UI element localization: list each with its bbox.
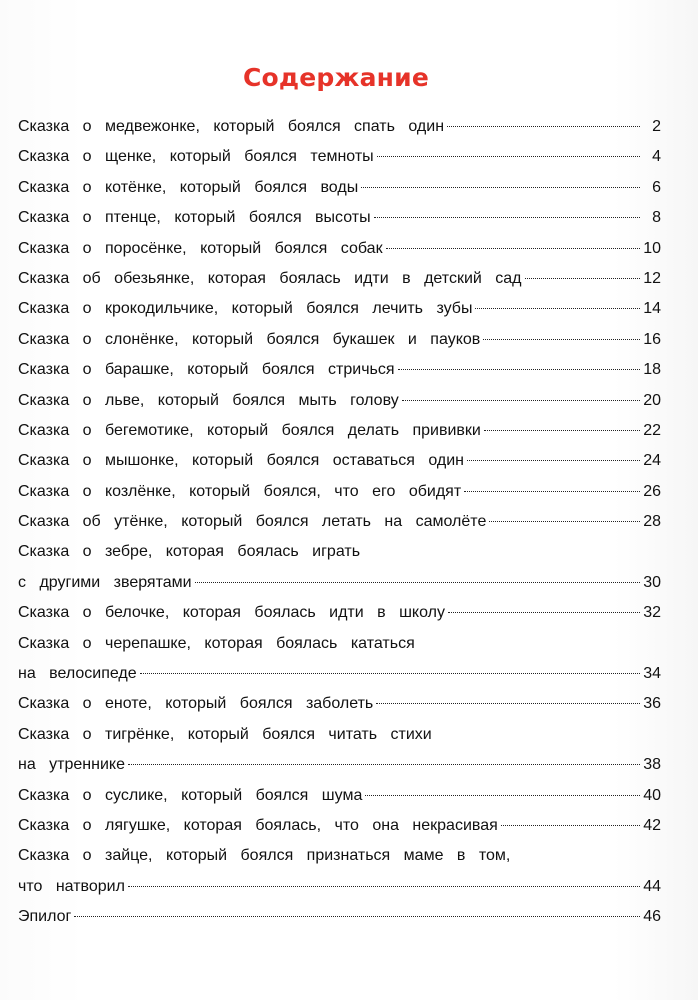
dot-leader: [140, 673, 640, 674]
toc-entry-continuation-line: [18, 872, 661, 902]
toc-page-number: 6: [652, 178, 661, 196]
toc-entry-title: Сказка о черепашке, которая боялась кататься: [18, 634, 415, 652]
toc-page-number: 8: [652, 209, 661, 227]
toc-entry-line: [18, 173, 661, 203]
toc-entry[interactable]: [18, 720, 661, 781]
toc-entry[interactable]: [18, 446, 661, 476]
dot-leader: [484, 430, 640, 431]
toc-entry[interactable]: [18, 902, 661, 932]
toc-entry-title: Сказка о слонёнке, который боялся букашек и пауков: [18, 330, 481, 348]
dot-leader: [386, 248, 640, 249]
toc-entry-title: что натворил: [18, 877, 125, 895]
toc-entry-line: [18, 203, 661, 233]
toc-entry-continuation-line: [18, 750, 661, 780]
toc-entry-line: [18, 142, 661, 172]
toc-entry[interactable]: [18, 294, 661, 324]
toc-entry[interactable]: [18, 203, 661, 233]
toc-page-number: 34: [643, 665, 661, 683]
toc-entry[interactable]: [18, 811, 661, 841]
toc-entry[interactable]: [18, 781, 661, 811]
toc-entry-line: [18, 355, 661, 385]
toc-entry-title: с другими зверятами: [18, 573, 192, 591]
toc-entry-line: [18, 781, 661, 811]
dot-leader: [376, 703, 640, 704]
toc-entry-line: [18, 446, 661, 476]
toc-page-number: 10: [643, 239, 661, 257]
page-title: Содержание: [242, 62, 430, 92]
dot-leader: [448, 612, 640, 613]
toc-entry-continuation-line: [18, 568, 661, 598]
toc-entry-line: [18, 841, 661, 871]
toc-entry-title: Сказка о котёнке, который боялся воды: [18, 178, 359, 196]
toc-entry[interactable]: [18, 355, 661, 385]
dot-leader: [195, 582, 640, 583]
toc-page-number: 2: [652, 118, 661, 135]
toc-entry[interactable]: [18, 689, 661, 719]
table-of-contents: [18, 112, 661, 933]
toc-page-number: 12: [643, 269, 661, 287]
toc-page-number: 38: [643, 756, 661, 774]
dot-leader: [377, 156, 640, 157]
toc-entry-line: [18, 416, 661, 446]
toc-page-number: 16: [643, 330, 661, 348]
toc-entry-line: [18, 386, 661, 416]
toc-entry[interactable]: [18, 629, 661, 690]
dot-leader: [467, 460, 640, 461]
toc-entry-title: Сказка о барашке, который боялся стричься: [18, 361, 395, 379]
toc-entry-title: Сказка о щенке, который боялся темноты: [18, 148, 374, 166]
toc-entry-title: Сказка о крокодильчике, который боялся лечить зубы: [18, 300, 473, 318]
toc-page-number: 32: [643, 604, 661, 622]
toc-entry-title: Сказка о суслике, который боялся шума: [18, 786, 363, 804]
toc-entry[interactable]: [18, 416, 661, 446]
toc-entry[interactable]: [18, 264, 661, 294]
toc-page-number: 44: [643, 877, 661, 895]
toc-entry[interactable]: [18, 477, 661, 507]
toc-page-number: 4: [652, 148, 661, 166]
toc-page-number: 14: [643, 300, 661, 318]
toc-entry-continuation-line: [18, 659, 661, 689]
toc-entry-line: [18, 294, 661, 324]
dot-leader: [501, 825, 640, 826]
toc-entry-title: Сказка о птенце, который боялся высоты: [18, 209, 371, 227]
toc-entry-line: [18, 629, 661, 659]
toc-entry-title: Сказка о поросёнке, который боялся собак: [18, 239, 383, 257]
toc-page-number: 24: [643, 452, 661, 470]
toc-entry-line: [18, 811, 661, 841]
toc-entry[interactable]: [18, 112, 661, 142]
toc-entry-line: [18, 477, 661, 507]
toc-entry[interactable]: [18, 173, 661, 203]
dot-leader: [365, 795, 640, 796]
toc-entry-line: [18, 689, 661, 719]
toc-entry-title: Сказка о лягушке, которая боялась, что она некрасивая: [18, 816, 498, 834]
toc-entry-title: Сказка о белочке, которая боялась идти в школу: [18, 604, 445, 622]
toc-entry-line: [18, 720, 661, 750]
toc-page-number: 46: [643, 908, 661, 926]
toc-entry-line: [18, 325, 661, 355]
toc-page-number: 20: [643, 391, 661, 409]
dot-leader: [475, 308, 640, 309]
toc-entry[interactable]: [18, 598, 661, 628]
toc-entry[interactable]: [18, 386, 661, 416]
dot-leader: [128, 886, 640, 887]
toc-page-number: 30: [643, 573, 661, 591]
dot-leader: [74, 916, 640, 917]
toc-entry-line: [18, 902, 661, 932]
toc-entry-title: Сказка о льве, который боялся мыть голову: [18, 391, 399, 409]
toc-entry-title: Эпилог: [18, 908, 72, 926]
toc-entry-title: Сказка о еноте, который боялся заболеть: [18, 695, 374, 713]
dot-leader: [128, 764, 640, 765]
toc-page-number: 40: [643, 786, 661, 804]
dot-leader: [374, 217, 640, 218]
toc-entry-title: Сказка о тигрёнке, который боялся читать стихи: [18, 725, 432, 743]
toc-entry-title: Сказка об утёнке, который боялся летать на самолёте: [18, 513, 487, 531]
toc-page-number: 26: [643, 482, 661, 500]
toc-entry-title: Сказка об обезьянке, которая боялась идти в детский сад: [18, 269, 522, 287]
dot-leader: [489, 521, 640, 522]
toc-entry[interactable]: [18, 507, 661, 537]
dot-leader: [398, 369, 640, 370]
toc-entry-title: Сказка о медвежонке, который боялся спать один: [18, 118, 445, 135]
toc-entry-title: Сказка о козлёнке, который боялся, что его обидят: [18, 482, 462, 500]
toc-entry-title: Сказка о бегемотике, который боялся делать прививки: [18, 421, 481, 439]
dot-leader: [402, 400, 640, 401]
toc-entry-line: [18, 537, 661, 567]
toc-entry-title: Сказка о зебре, которая боялась играть: [18, 543, 361, 561]
toc-entry[interactable]: [18, 234, 661, 264]
dot-leader: [447, 126, 640, 127]
toc-page-number: 28: [643, 513, 661, 531]
toc-entry[interactable]: [18, 325, 661, 355]
toc-page-number: 22: [643, 421, 661, 439]
toc-entry-title: Сказка о мышонке, который боялся оставаться один: [18, 452, 465, 470]
toc-page-number: 18: [643, 361, 661, 379]
dot-leader: [483, 339, 640, 340]
toc-page-number: 42: [643, 816, 661, 834]
toc-entry-line: [18, 264, 661, 294]
dot-leader: [525, 278, 641, 279]
toc-entry-title: на велосипеде: [18, 665, 137, 683]
toc-entry-line: [18, 112, 661, 142]
toc-entry-line: [18, 598, 661, 628]
toc-entry-title: на утреннике: [18, 756, 125, 774]
toc-entry-title: Сказка о зайце, который боялся признаться маме в том,: [18, 847, 511, 865]
toc-entry[interactable]: [18, 142, 661, 172]
dot-leader: [361, 187, 640, 188]
toc-page-number: 36: [643, 695, 661, 713]
toc-entry-line: [18, 507, 661, 537]
toc-entry[interactable]: [18, 537, 661, 598]
toc-entry-line: [18, 234, 661, 264]
toc-entry[interactable]: [18, 841, 661, 902]
dot-leader: [464, 491, 640, 492]
